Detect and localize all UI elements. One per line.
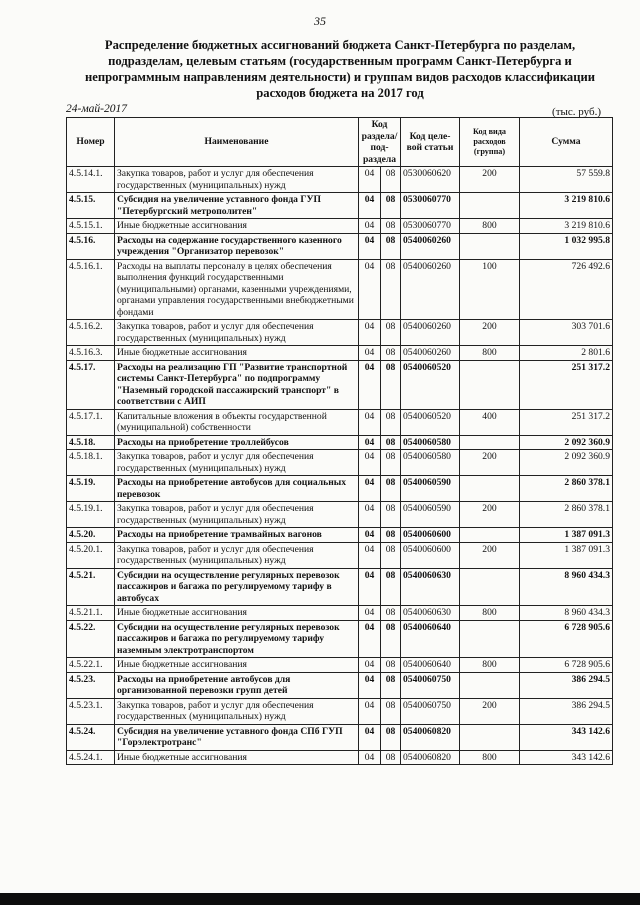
row-expense-group — [460, 724, 520, 750]
row-sum: 726 492.6 — [520, 259, 613, 320]
row-number: 4.5.17.1. — [67, 409, 115, 435]
document-date: 24-май-2017 — [66, 103, 127, 115]
row-name: Расходы на приобретение автобусов для организованной перевозки групп детей — [115, 672, 359, 698]
row-section-code: 04 — [359, 233, 381, 259]
row-expense-group: 800 — [460, 750, 520, 765]
row-subsection-code: 08 — [381, 658, 401, 673]
table-row — [67, 233, 613, 259]
table-row — [67, 672, 613, 698]
row-target-article: 0540060260 — [401, 320, 460, 346]
row-subsection-code: 08 — [381, 502, 401, 528]
row-expense-group — [460, 476, 520, 502]
row-name: Расходы на выплаты персоналу в целях обеспечения выполнения функций государственными (муниципальными) органами, казенными учреждениями, органами управления государственными внебюджетными фондами — [115, 259, 359, 320]
budget-table — [66, 117, 613, 765]
table-row — [67, 360, 613, 409]
row-sum: 2 092 360.9 — [520, 450, 613, 476]
row-section-code: 04 — [359, 219, 381, 234]
document-title: Распределение бюджетных ассигнований бюджета Санкт-Петербурга по разделам, подразделам, целевым статьям (государственным программ Санкт-Петербурга и непрограммным направлениям деятельности) и группам видов расходов классификации расходов бюджета на 2017 год — [85, 38, 595, 100]
row-target-article: 0540060820 — [401, 724, 460, 750]
row-target-article: 0540060590 — [401, 476, 460, 502]
row-number: 4.5.17. — [67, 360, 115, 409]
row-expense-group — [460, 233, 520, 259]
row-target-article: 0540060260 — [401, 233, 460, 259]
row-target-article: 0540060630 — [401, 568, 460, 606]
row-subsection-code: 08 — [381, 542, 401, 568]
row-section-code: 04 — [359, 476, 381, 502]
row-subsection-code: 08 — [381, 167, 401, 193]
row-number: 4.5.18.1. — [67, 450, 115, 476]
table-row — [67, 346, 613, 361]
row-number: 4.5.16.2. — [67, 320, 115, 346]
row-target-article: 0540060260 — [401, 346, 460, 361]
table-row — [67, 528, 613, 543]
row-expense-group — [460, 193, 520, 219]
row-target-article: 0540060640 — [401, 658, 460, 673]
row-target-article: 0530060770 — [401, 219, 460, 234]
row-target-article: 0530060620 — [401, 167, 460, 193]
row-target-article: 0540060520 — [401, 409, 460, 435]
row-section-code: 04 — [359, 502, 381, 528]
row-section-code: 04 — [359, 193, 381, 219]
row-sum: 343 142.6 — [520, 724, 613, 750]
row-sum: 386 294.5 — [520, 672, 613, 698]
table-row — [67, 620, 613, 658]
row-expense-group: 800 — [460, 346, 520, 361]
table-row — [67, 542, 613, 568]
row-sum: 1 387 091.3 — [520, 542, 613, 568]
row-subsection-code: 08 — [381, 409, 401, 435]
row-number: 4.5.14.1. — [67, 167, 115, 193]
row-name: Закупка товаров, работ и услуг для обеспечения государственных (муниципальных) нужд — [115, 167, 359, 193]
row-expense-group: 400 — [460, 409, 520, 435]
row-sum: 2 860 378.1 — [520, 502, 613, 528]
row-expense-group: 200 — [460, 698, 520, 724]
table-row — [67, 450, 613, 476]
row-target-article: 0540060750 — [401, 672, 460, 698]
row-number: 4.5.23. — [67, 672, 115, 698]
row-target-article: 0540060640 — [401, 620, 460, 658]
row-target-article: 0540060580 — [401, 435, 460, 450]
row-section-code: 04 — [359, 606, 381, 621]
row-target-article: 0540060520 — [401, 360, 460, 409]
row-subsection-code: 08 — [381, 724, 401, 750]
row-name: Иные бюджетные ассигнования — [115, 658, 359, 673]
units-label: (тыс. руб.) — [552, 106, 601, 118]
row-subsection-code: 08 — [381, 568, 401, 606]
row-subsection-code: 08 — [381, 450, 401, 476]
row-section-code: 04 — [359, 542, 381, 568]
row-sum: 8 960 434.3 — [520, 606, 613, 621]
row-subsection-code: 08 — [381, 698, 401, 724]
row-subsection-code: 08 — [381, 750, 401, 765]
row-number: 4.5.19.1. — [67, 502, 115, 528]
row-section-code: 04 — [359, 698, 381, 724]
header-sum: Сумма — [520, 118, 613, 167]
row-name: Расходы на приобретение автобусов для социальных перевозок — [115, 476, 359, 502]
row-subsection-code: 08 — [381, 476, 401, 502]
table-row — [67, 698, 613, 724]
table-row — [67, 502, 613, 528]
table-row — [67, 568, 613, 606]
header-target-article-code: Код целе-вой статьи — [401, 118, 460, 167]
row-expense-group: 200 — [460, 450, 520, 476]
row-name: Расходы на приобретение троллейбусов — [115, 435, 359, 450]
table-body — [67, 167, 613, 765]
row-sum: 6 728 905.6 — [520, 620, 613, 658]
header-name: Наименование — [115, 118, 359, 167]
row-section-code: 04 — [359, 750, 381, 765]
row-subsection-code: 08 — [381, 219, 401, 234]
row-name: Расходы на содержание государственного казенного учреждения "Организатор перевозок" — [115, 233, 359, 259]
row-expense-group — [460, 620, 520, 658]
row-subsection-code: 08 — [381, 435, 401, 450]
row-section-code: 04 — [359, 259, 381, 320]
row-sum: 3 219 810.6 — [520, 193, 613, 219]
table-row — [67, 724, 613, 750]
row-section-code: 04 — [359, 620, 381, 658]
row-number: 4.5.21. — [67, 568, 115, 606]
row-name: Расходы на реализацию ГП "Развитие транспортной системы Санкт-Петербурга" по подпрограмму "Наземный городской пассажирский транспорт" в соответствии с АИП — [115, 360, 359, 409]
row-subsection-code: 08 — [381, 233, 401, 259]
row-target-article: 0540060600 — [401, 542, 460, 568]
row-expense-group — [460, 528, 520, 543]
table-row — [67, 435, 613, 450]
row-expense-group — [460, 360, 520, 409]
table-header-row — [67, 118, 613, 167]
row-name: Субсидии на осуществление регулярных перевозок пассажиров и багажа по регулируемому тарифу наземным электротранспортом — [115, 620, 359, 658]
row-name: Иные бюджетные ассигнования — [115, 606, 359, 621]
row-section-code: 04 — [359, 568, 381, 606]
row-sum: 57 559.8 — [520, 167, 613, 193]
table-row — [67, 193, 613, 219]
row-sum: 2 801.6 — [520, 346, 613, 361]
row-number: 4.5.19. — [67, 476, 115, 502]
table-row — [67, 409, 613, 435]
row-sum: 2 092 360.9 — [520, 435, 613, 450]
row-sum: 386 294.5 — [520, 698, 613, 724]
row-number: 4.5.15.1. — [67, 219, 115, 234]
row-expense-group: 200 — [460, 320, 520, 346]
row-target-article: 0540060750 — [401, 698, 460, 724]
row-name: Иные бюджетные ассигнования — [115, 750, 359, 765]
row-number: 4.5.21.1. — [67, 606, 115, 621]
row-subsection-code: 08 — [381, 259, 401, 320]
row-number: 4.5.22. — [67, 620, 115, 658]
row-number: 4.5.18. — [67, 435, 115, 450]
row-expense-group: 200 — [460, 502, 520, 528]
row-name: Субсидия на увеличение уставного фонда ГУП "Петербургский метрополитен" — [115, 193, 359, 219]
row-sum: 251 317.2 — [520, 360, 613, 409]
row-name: Расходы на приобретение трамвайных вагонов — [115, 528, 359, 543]
row-name: Закупка товаров, работ и услуг для обеспечения государственных (муниципальных) нужд — [115, 320, 359, 346]
row-number: 4.5.15. — [67, 193, 115, 219]
table-row — [67, 750, 613, 765]
row-subsection-code: 08 — [381, 672, 401, 698]
row-section-code: 04 — [359, 409, 381, 435]
row-expense-group: 800 — [460, 658, 520, 673]
row-subsection-code: 08 — [381, 346, 401, 361]
table-row — [67, 658, 613, 673]
row-expense-group — [460, 435, 520, 450]
row-name: Закупка товаров, работ и услуг для обеспечения государственных (муниципальных) нужд — [115, 698, 359, 724]
row-name: Капитальные вложения в объекты государственной (муниципальной) собственности — [115, 409, 359, 435]
row-target-article: 0540060580 — [401, 450, 460, 476]
row-number: 4.5.16.1. — [67, 259, 115, 320]
row-name: Иные бюджетные ассигнования — [115, 219, 359, 234]
row-section-code: 04 — [359, 360, 381, 409]
row-subsection-code: 08 — [381, 528, 401, 543]
row-section-code: 04 — [359, 320, 381, 346]
row-target-article: 0540060590 — [401, 502, 460, 528]
row-section-code: 04 — [359, 167, 381, 193]
row-name: Закупка товаров, работ и услуг для обеспечения государственных (муниципальных) нужд — [115, 450, 359, 476]
row-number: 4.5.24. — [67, 724, 115, 750]
row-sum: 303 701.6 — [520, 320, 613, 346]
row-name: Субсидии на осуществление регулярных перевозок пассажиров и багажа по регулируемому тарифу в автобусах — [115, 568, 359, 606]
row-name: Закупка товаров, работ и услуг для обеспечения государственных (муниципальных) нужд — [115, 542, 359, 568]
row-expense-group: 200 — [460, 167, 520, 193]
row-section-code: 04 — [359, 672, 381, 698]
table-row — [67, 219, 613, 234]
row-subsection-code: 08 — [381, 606, 401, 621]
row-sum: 343 142.6 — [520, 750, 613, 765]
table-row — [67, 320, 613, 346]
table-row — [67, 259, 613, 320]
row-expense-group: 800 — [460, 606, 520, 621]
row-sum: 1 032 995.8 — [520, 233, 613, 259]
row-section-code: 04 — [359, 435, 381, 450]
row-number: 4.5.23.1. — [67, 698, 115, 724]
table-row — [67, 606, 613, 621]
row-subsection-code: 08 — [381, 193, 401, 219]
row-expense-group — [460, 568, 520, 606]
row-sum: 2 860 378.1 — [520, 476, 613, 502]
header-section-code: Код раздела/ под-раздела — [359, 118, 401, 167]
row-number: 4.5.22.1. — [67, 658, 115, 673]
row-sum: 6 728 905.6 — [520, 658, 613, 673]
row-expense-group: 200 — [460, 542, 520, 568]
row-name: Закупка товаров, работ и услуг для обеспечения государственных (муниципальных) нужд — [115, 502, 359, 528]
row-expense-group — [460, 672, 520, 698]
row-target-article: 0540060630 — [401, 606, 460, 621]
row-target-article: 0530060770 — [401, 193, 460, 219]
table-row — [67, 167, 613, 193]
row-expense-group: 800 — [460, 219, 520, 234]
row-subsection-code: 08 — [381, 620, 401, 658]
row-expense-group: 100 — [460, 259, 520, 320]
row-target-article: 0540060820 — [401, 750, 460, 765]
header-expense-group-code: Код вида расходов (группа) — [460, 118, 520, 167]
row-section-code: 04 — [359, 346, 381, 361]
row-section-code: 04 — [359, 450, 381, 476]
row-subsection-code: 08 — [381, 360, 401, 409]
page-number: 35 — [314, 14, 326, 28]
row-name: Субсидия на увеличение уставного фонда СПб ГУП "Горэлектротранс" — [115, 724, 359, 750]
header-number: Номер — [67, 118, 115, 167]
row-target-article: 0540060600 — [401, 528, 460, 543]
row-number: 4.5.16. — [67, 233, 115, 259]
row-sum: 1 387 091.3 — [520, 528, 613, 543]
row-section-code: 04 — [359, 528, 381, 543]
table-row — [67, 476, 613, 502]
row-section-code: 04 — [359, 724, 381, 750]
row-target-article: 0540060260 — [401, 259, 460, 320]
row-subsection-code: 08 — [381, 320, 401, 346]
row-sum: 8 960 434.3 — [520, 568, 613, 606]
row-number: 4.5.20. — [67, 528, 115, 543]
row-number: 4.5.24.1. — [67, 750, 115, 765]
row-number: 4.5.20.1. — [67, 542, 115, 568]
row-sum: 3 219 810.6 — [520, 219, 613, 234]
row-sum: 251 317.2 — [520, 409, 613, 435]
row-section-code: 04 — [359, 658, 381, 673]
row-number: 4.5.16.3. — [67, 346, 115, 361]
scan-edge — [0, 893, 640, 905]
row-name: Иные бюджетные ассигнования — [115, 346, 359, 361]
